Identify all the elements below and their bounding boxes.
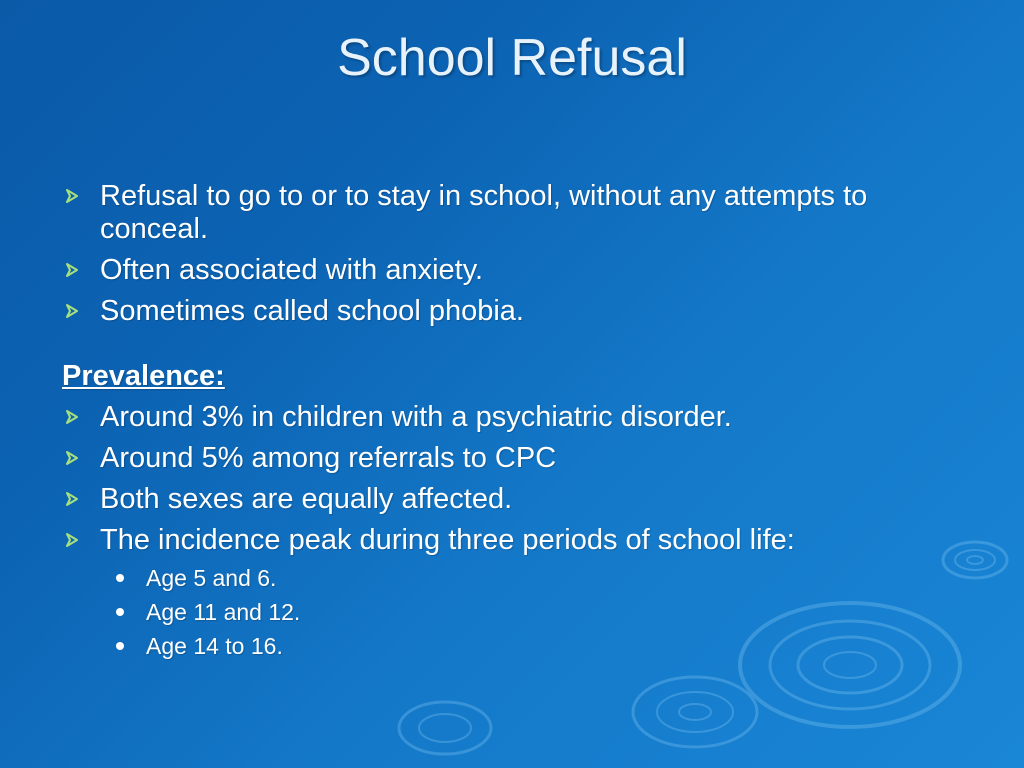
prevalence-bullet <box>62 442 962 475</box>
period-bullet <box>62 633 962 659</box>
arrow-bullet-icon <box>64 303 80 319</box>
intro-bullet <box>62 180 962 246</box>
intro-bullet-text: Often associated with anxiety. <box>100 254 484 286</box>
period-bullet-text: Age 14 to 16. <box>146 633 283 659</box>
prevalence-bullet <box>62 483 962 516</box>
slide-content <box>62 180 962 667</box>
dot-bullet-icon <box>116 608 124 616</box>
prevalence-heading: Prevalence: <box>62 360 225 392</box>
slide-title: School Refusal <box>337 29 687 87</box>
arrow-bullet-icon <box>64 450 80 466</box>
arrow-bullet-icon <box>64 532 80 548</box>
arrow-bullet-icon <box>64 409 80 425</box>
intro-bullet-text: Sometimes called school phobia. <box>100 295 524 327</box>
period-bullet <box>62 565 962 591</box>
prevalence-bullet-text: The incidence peak during three periods of school life: <box>100 524 795 556</box>
prevalence-bullet <box>62 401 962 434</box>
intro-bullet <box>62 295 962 328</box>
intro-bullet-text: Refusal to go to or to stay in school, without any attempts to conceal. <box>100 180 868 245</box>
prevalence-bullet <box>62 524 962 557</box>
prevalence-bullet-text: Both sexes are equally affected. <box>100 483 513 515</box>
dot-bullet-icon <box>116 574 124 582</box>
period-bullet-text: Age 5 and 6. <box>146 565 277 591</box>
prevalence-bullet-text: Around 5% among referrals to CPC <box>100 442 557 474</box>
intro-bullet <box>62 254 962 287</box>
period-bullet-text: Age 11 and 12. <box>146 599 301 625</box>
prevalence-bullet-text: Around 3% in children with a psychiatric disorder. <box>100 401 732 433</box>
period-bullet <box>62 599 962 625</box>
dot-bullet-icon <box>116 642 124 650</box>
arrow-bullet-icon <box>64 188 80 204</box>
arrow-bullet-icon <box>64 262 80 278</box>
arrow-bullet-icon <box>64 491 80 507</box>
